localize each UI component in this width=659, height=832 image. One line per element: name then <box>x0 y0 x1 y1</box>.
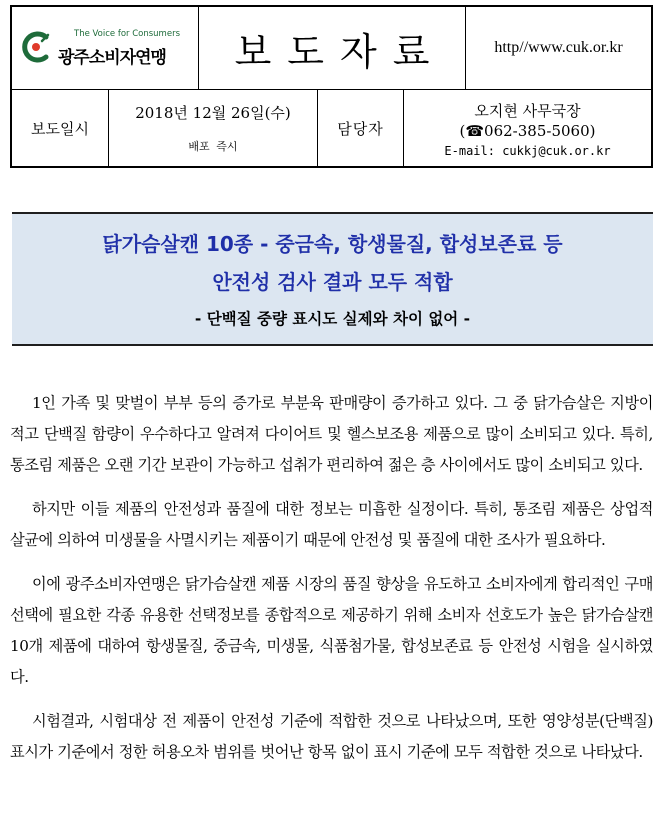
release-label-cell <box>12 90 109 166</box>
headline-box <box>12 212 653 346</box>
body-paragraph-2: 하지만 이들 제품의 안전성과 품질에 대한 정보는 미흡한 실정이다. 특히, 통조림 제품은 상업적 살균에 의하여 미생물을 사멸시키는 제품이기 때문에 안전성 및 품질에 대한 조사가 필요하다. <box>10 500 653 549</box>
release-date: 2018년 12월 26일(수) <box>135 104 291 122</box>
body-paragraph-3: 이에 광주소비자연맹은 닭가슴살캔 제품 시장의 품질 향상을 유도하고 소비자에게 합리적인 구매 선택에 필요한 각종 유용한 선택정보를 종합적으로 제공하기 위해 소비자 선호도가 높은 닭가슴살캔 10개 제품에 대하여 항생물질, 중금속, 미생물, 식품첨가물, 합성보존료 등 안전성 시험을 실시하였다. <box>10 575 653 686</box>
release-label: 보도일시 <box>31 119 89 138</box>
website-url: http//www.cuk.or.kr <box>494 39 623 56</box>
article-body <box>10 388 653 781</box>
consumer-federation-logo-icon <box>20 31 52 63</box>
logo-cell <box>12 7 199 89</box>
body-paragraph-1: 1인 가족 및 맞벌이 부부 등의 증가로 부분육 판매량이 증가하고 있다. 그 중 닭가슴살은 지방이 적고 단백질 함량이 우수하다고 알려져 다이어트 및 헬스보조용 제품으로 많이 소비되고 있다. 특히, 통조림 제품은 오랜 기간 보관이 가능하고 섭취가 편리하여 젊은 층 사이에서도 많이 소비되고 있다. <box>10 394 653 474</box>
row-divider <box>12 89 651 90</box>
header-top-row <box>12 7 651 90</box>
contact-label-cell <box>318 90 404 166</box>
logo-name: 광주소비자연맹 <box>58 48 166 68</box>
contact-phone: (☎062-385-5060) <box>459 122 596 140</box>
page-title: 보도자료 <box>234 29 446 74</box>
contact-email: E-mail: cukkj@cuk.or.kr <box>444 144 611 158</box>
logo-tagline: The Voice for Consumers <box>74 29 180 39</box>
release-note: 배포 즉시 <box>188 140 238 153</box>
contact-label: 담당자 <box>337 119 384 138</box>
headline-subtitle: - 단백질 중량 표시도 실제와 차이 없어 - <box>194 310 471 328</box>
press-release-header <box>10 5 653 168</box>
headline-line-2: 안전성 검사 결과 모두 적합 <box>212 270 453 294</box>
headline-line-1: 닭가슴살캔 10종 - 중금속, 항생물질, 합성보존료 등 <box>102 232 563 256</box>
contact-name: 오지현 사무국장 <box>474 102 581 120</box>
contact-cell <box>404 90 651 166</box>
body-paragraph-4: 시험결과, 시험대상 전 제품이 안전성 기준에 적합한 것으로 나타났으며, 또한 영양성분(단백질) 표시가 기준에서 정한 허용오차 범위를 벗어난 항목 없이 표시 기준에 모두 적합한 것으로 나타났다. <box>10 712 653 761</box>
title-cell <box>199 7 466 89</box>
url-cell <box>466 7 651 89</box>
header-info-row <box>12 90 651 166</box>
release-date-cell <box>109 90 318 166</box>
